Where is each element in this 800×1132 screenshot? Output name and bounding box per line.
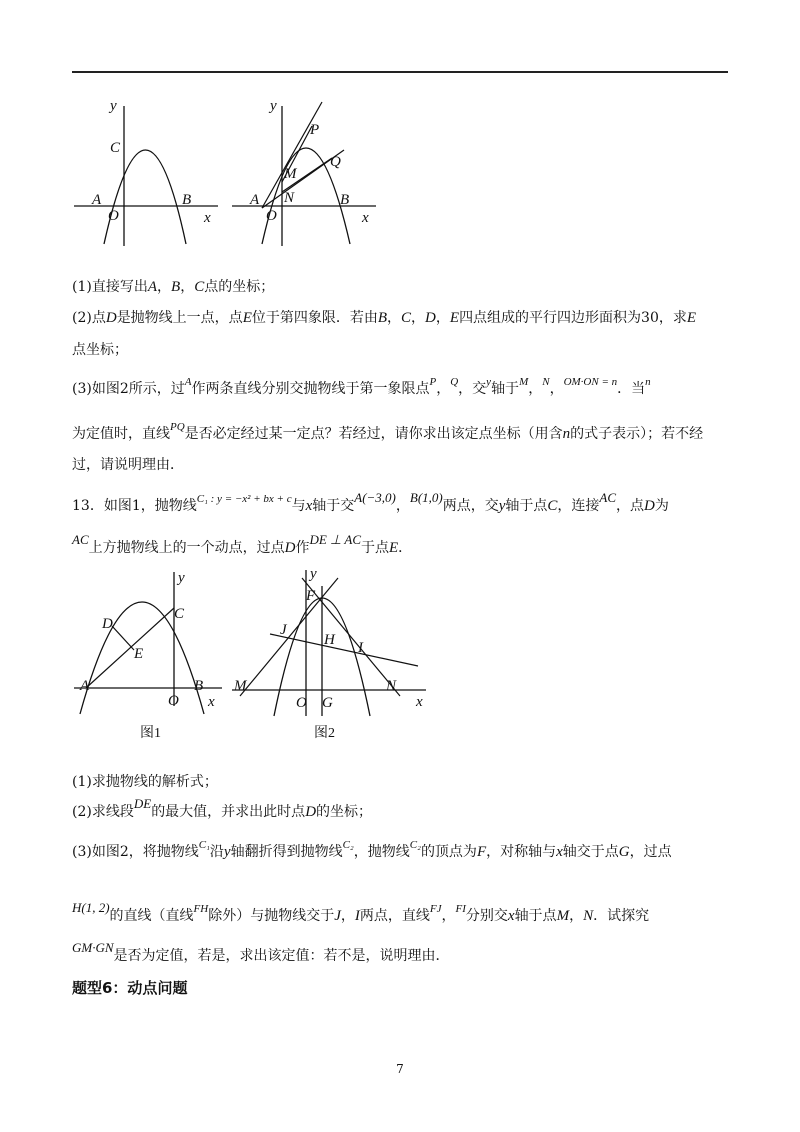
q13-part1: (1)求抛物线的解析式； xyxy=(72,774,218,790)
label-n: N xyxy=(284,190,295,206)
figure-2-caption: 图2 xyxy=(314,726,335,741)
label-j: J xyxy=(280,622,287,638)
label-x: x xyxy=(362,210,369,226)
label-y: y xyxy=(110,98,117,114)
label-c: C xyxy=(174,606,185,622)
label-a: A xyxy=(92,192,102,208)
label-x: x xyxy=(208,694,215,710)
label-b: B xyxy=(340,192,350,208)
label-y: y xyxy=(310,566,317,582)
label-m: M xyxy=(234,678,247,694)
q12-part1: (1)直接写出A，B，C点的坐标； xyxy=(72,279,275,295)
label-n: N xyxy=(386,678,397,694)
header-rule xyxy=(72,71,728,73)
q13-part3-line3: GM·GN是否为定值，若是，求出该定值：若不是，说明理由． xyxy=(72,940,450,964)
label-g: G xyxy=(322,695,333,711)
label-a: A xyxy=(250,192,260,208)
q12-part3-line2: 为定值时，直线$^{PQ}$是否必定经过某一定点？若经过，请你求出该定点坐标（用含n的式子表示）；若不经 xyxy=(72,421,704,442)
q13-part3-line1: (3)如图2，将抛物线$^{C_1}$沿y轴翻折得到抛物线$^{C_2}$，抛物线$^{C_2}$的顶点为F，对称轴与x轴交于点G，过点 xyxy=(72,839,672,860)
label-o: O xyxy=(296,695,307,711)
label-h: H xyxy=(324,632,335,648)
label-o: O xyxy=(168,693,179,709)
label-e: E xyxy=(134,646,144,662)
label-f: F xyxy=(306,588,316,604)
label-y: y xyxy=(178,570,185,586)
label-m: M xyxy=(284,166,297,182)
q13-part2: (2)求线段DE的最大值，并求出此时点D的坐标； xyxy=(72,796,373,820)
label-x: x xyxy=(204,210,211,226)
q12-part3-line3: 过，请说明理由． xyxy=(72,457,184,473)
section-heading: 题型6：动点问题 xyxy=(72,979,188,997)
figure-1-caption: 图1 xyxy=(140,726,161,741)
figure-parabola-abc xyxy=(68,96,228,248)
q12-part3-line1: (3)如图2所示，过$^A$作两条直线分别交抛物线于第一象限点$^P$，$^Q$，交$^y$轴于$^M$，$^N$，$^{OM\cdot ON = n}$．当$^n$ xyxy=(72,376,651,397)
q13-intro-line2: AC上方抛物线上的一个动点，过点D作DE ⊥ AC于点E． xyxy=(72,532,413,556)
figure-2 xyxy=(230,566,430,746)
figure-1 xyxy=(70,566,230,746)
label-y: y xyxy=(270,98,277,114)
label-q: Q xyxy=(330,154,341,170)
label-d: D xyxy=(102,616,113,632)
page-number: 7 xyxy=(396,1062,404,1076)
label-a: A xyxy=(80,678,90,694)
label-b: B xyxy=(194,678,204,694)
q12-part2-line2: 点坐标； xyxy=(72,342,128,358)
label-o: O xyxy=(108,208,119,224)
q13-part3-line2: H(1, 2)的直线（直线$^{FH}$除外）与抛物线交于J，I两点，直线$^{FJ}$，$^{FI}$分别交x轴于点M，N．试探究 xyxy=(72,900,650,924)
label-c: C xyxy=(110,140,121,156)
label-x: x xyxy=(416,694,423,710)
label-p: P xyxy=(310,122,320,138)
figure-parabola-pq xyxy=(226,96,386,248)
label-i: I xyxy=(358,640,363,656)
q12-part2-line1: (2)点D是抛物线上一点，点E位于第四象限．若由B，C，D，E四点组成的平行四边形面积为30，求E xyxy=(72,310,697,326)
q13-intro-line1: 13．如图1，抛物线$^{C_1 : y = -x^2 + bx + c}$与x轴于交A(−3,0)，B(1,0)两点，交y轴于点C，连接AC，点D为 xyxy=(72,490,669,514)
label-o: O xyxy=(266,208,277,224)
label-b: B xyxy=(182,192,192,208)
